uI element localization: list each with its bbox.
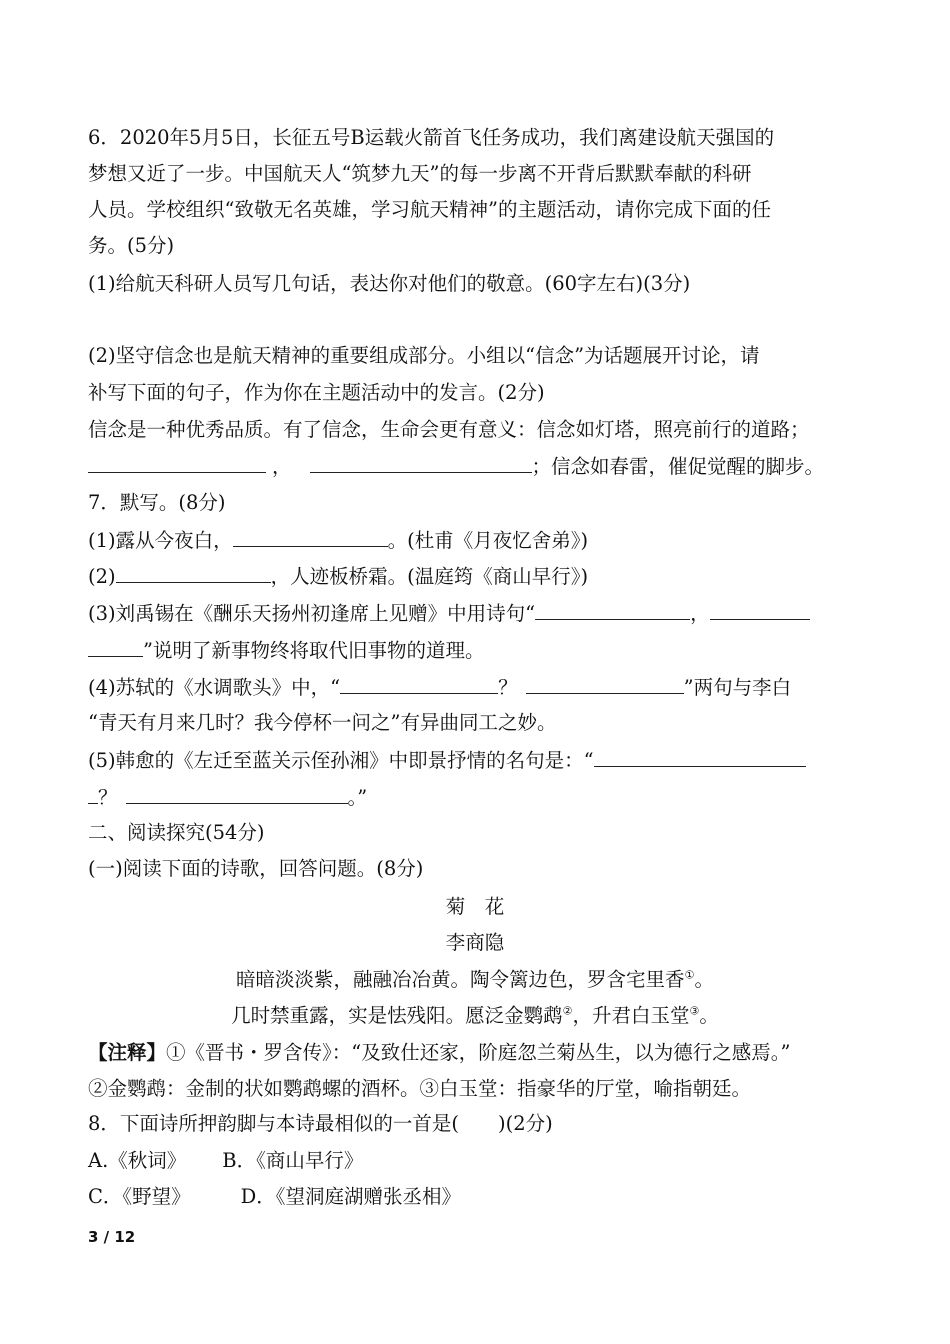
q6-sub2-line3: 信念是一种优秀品质。有了信念，生命会更有意义：信念如灯塔，照亮前行的道路； — [88, 418, 810, 441]
q6-sub2-line1: (2)坚守信念也是航天精神的重要组成部分。小组以“信念”为话题展开讨论，请 — [88, 344, 760, 367]
answer-blank[interactable] — [710, 599, 810, 620]
poem-title: 菊 花 — [445, 895, 505, 918]
poem-author: 李商隐 — [445, 931, 505, 954]
q6-sub2-blanks: ， ；信念如春雷，催促觉醒的脚步。 — [88, 452, 824, 481]
notes-label: 【注释】 — [88, 1041, 167, 1064]
q7-s5: (5)韩愈的《左迁至蓝关示侄孙湘》中即景抒情的名句是：“ — [88, 746, 806, 775]
q7-s4-line2: “青天有月来几时？我今停杯一问之”有异曲同工之妙。 — [88, 711, 557, 734]
q8-options-row1 — [88, 1147, 363, 1175]
q7-s1: (1)露从今夜白， 。(杜甫《月夜忆舍弟》) — [88, 526, 588, 555]
page-number: 3 / 12 — [88, 1228, 136, 1246]
answer-blank[interactable] — [526, 673, 684, 694]
poem-line1: 暗暗淡淡紫，融融冶冶黄。陶令篱边色，罗含宅里香①。 — [236, 968, 714, 991]
section2-title: 二、阅读探究(54分) — [88, 821, 265, 844]
answer-blank[interactable] — [116, 562, 271, 583]
q8-stem: 8．下面诗所押韵脚与本诗最相似的一首是( )(2分) — [88, 1112, 553, 1135]
q7-s3: (3)刘禹锡在《酬乐天扬州初逢席上见赠》中用诗句“ ， — [88, 599, 810, 628]
q8-option-c[interactable]: C．《野望》 — [88, 1185, 191, 1208]
q7-s5-line2: ？ 。” — [88, 783, 367, 812]
answer-blank[interactable] — [126, 783, 348, 804]
answer-blank[interactable] — [535, 599, 690, 620]
q8-option-b[interactable]: B．《商山早行》 — [222, 1149, 364, 1172]
answer-blank[interactable] — [233, 526, 388, 547]
q6-line2: 梦想又近了一步。中国航天人“筑梦九天”的每一步离不开背后默默奉献的科研 — [88, 162, 752, 185]
notes-line1: 【注释】①《晋书・罗含传》：“及致仕还家，阶庭忽兰菊丛生，以为德行之感焉。” — [88, 1041, 791, 1064]
q8-option-d[interactable]: D．《望洞庭湖赠张丞相》 — [240, 1185, 462, 1208]
q8-option-a[interactable]: A.《秋词》 — [88, 1149, 187, 1172]
answer-blank[interactable] — [340, 673, 498, 694]
q7-title: 7．默写。(8分) — [88, 491, 226, 514]
answer-blank[interactable] — [88, 636, 143, 657]
q6-sub1: (1)给航天科研人员写几句话，表达你对他们的敬意。(60字左右)(3分) — [88, 272, 691, 295]
poem-line2: 几时禁重露，实是怯残阳。愿泛金鹦鹉②，升君白玉堂③。 — [231, 1004, 719, 1027]
section2-part1: (一)阅读下面的诗歌，回答问题。(8分) — [88, 857, 424, 880]
q6-sub2-line2: 补写下面的句子，作为你在主题活动中的发言。(2分) — [88, 381, 545, 404]
q7-s4: (4)苏轼的《水调歌头》中，“ ？ ”两句与李白 — [88, 673, 791, 702]
q7-s3-line2: ”说明了新事物终将取代旧事物的道理。 — [88, 636, 484, 665]
notes-line2: ②金鹦鹉：金制的状如鹦鹉螺的酒杯。③白玉堂：指豪华的厅堂，喻指朝廷。 — [88, 1077, 752, 1100]
answer-blank[interactable] — [594, 746, 806, 767]
answer-blank[interactable] — [88, 783, 98, 804]
q6-line3: 人员。学校组织“致敬无名英雄，学习航天精神”的主题活动，请你完成下面的任 — [88, 198, 771, 221]
q7-s2: (2) ，人迹板桥霜。(温庭筠《商山早行》) — [88, 562, 588, 591]
answer-blank[interactable] — [88, 452, 266, 473]
answer-blank[interactable] — [310, 452, 532, 473]
q6-line1: 6．2020年5月5日，长征五号B运载火箭首飞任务成功，我们离建设航天强国的 — [88, 126, 775, 149]
q6-line4: 务。(5分) — [88, 234, 175, 257]
q8-options-row2 — [88, 1183, 461, 1211]
